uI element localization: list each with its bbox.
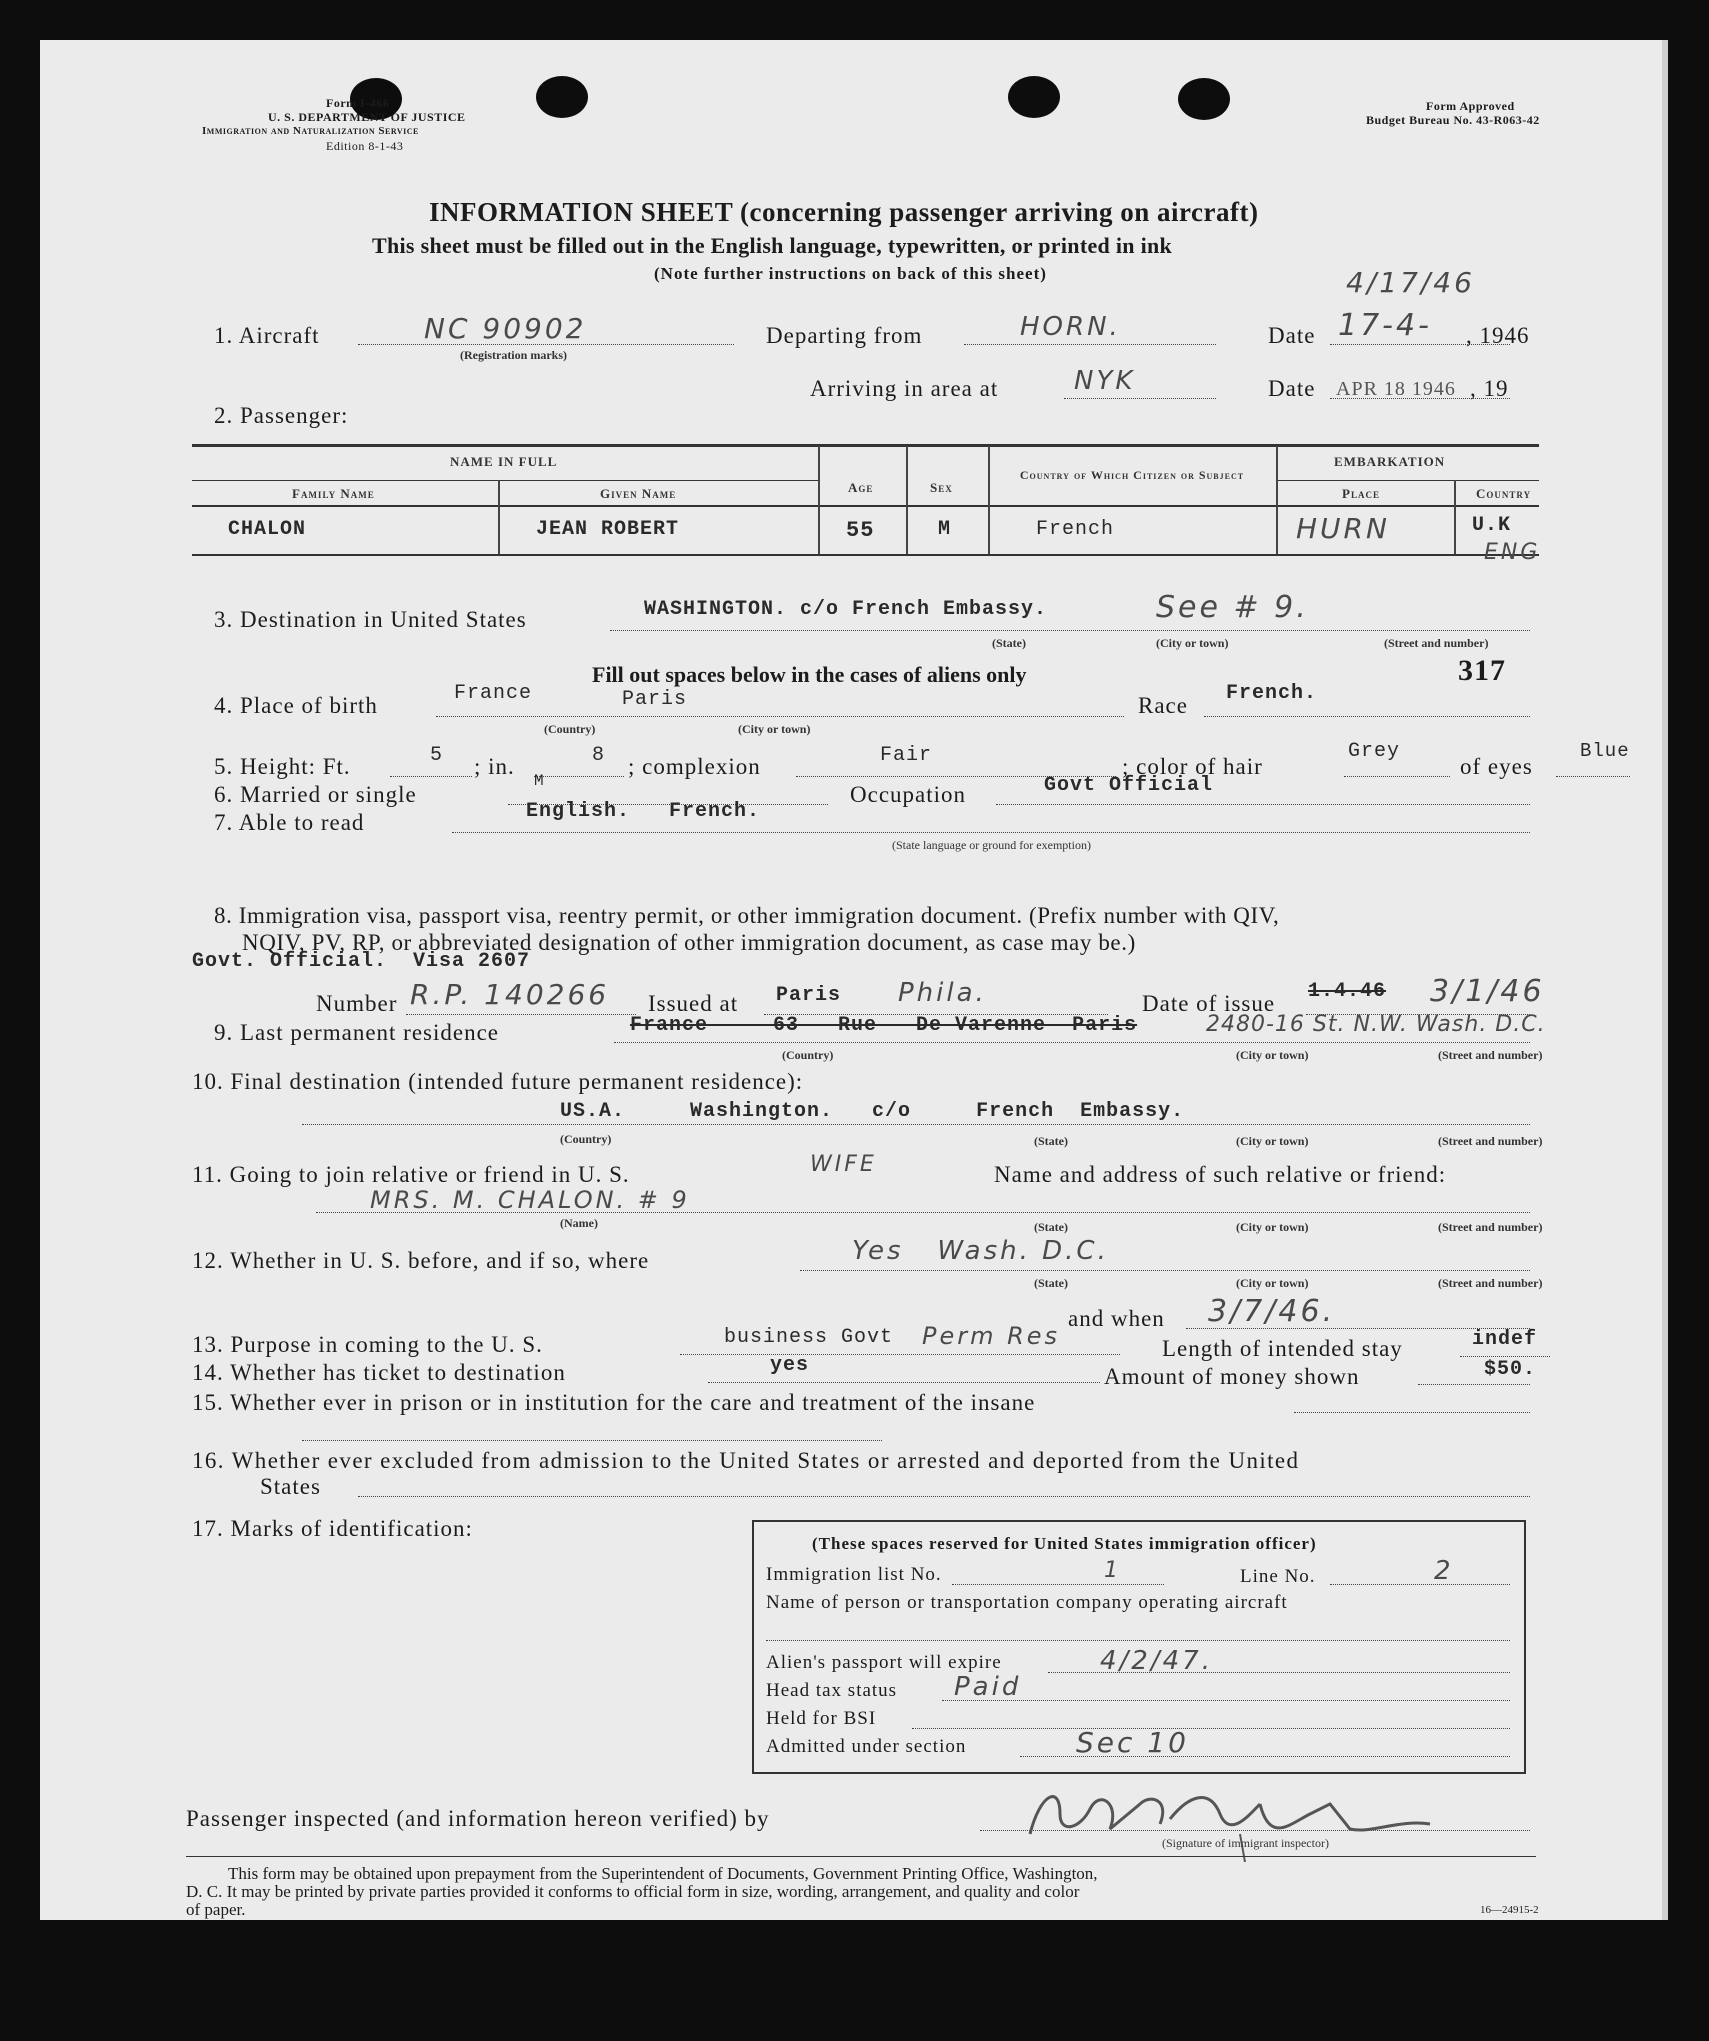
visa-instructions-2: NQIV, PV, RP, or abbreviated designation of other immigration document, as case may be.) <box>242 930 1136 955</box>
when-label: and when <box>1068 1306 1165 1331</box>
table-top-rule <box>192 444 1539 447</box>
form-note: (Note further instructions on back of this sheet) <box>654 264 1047 283</box>
field-line <box>1556 776 1630 777</box>
street-sub: (Street and number) <box>1438 1276 1543 1290</box>
field-line <box>1330 1584 1510 1585</box>
destination-handwritten: See # 9. <box>1156 590 1309 625</box>
height-in: 8 <box>592 744 606 767</box>
birth-country: France <box>454 682 533 705</box>
city-sub: (City or town) <box>1236 1220 1309 1234</box>
complexion-value: Fair <box>880 744 933 767</box>
excluded-label-2: States <box>260 1474 321 1499</box>
language-sub: (State language or ground for exemption) <box>892 838 1091 852</box>
field-line <box>1204 716 1530 717</box>
family-name-cell: CHALON <box>228 518 307 541</box>
birth-city: Paris <box>622 688 688 711</box>
race-label: Race <box>1138 693 1188 718</box>
field-line <box>390 776 472 777</box>
field-line <box>1294 1412 1530 1413</box>
family-name-header: Family Name <box>292 486 375 501</box>
residence-handwritten: 2480-16 St. N.W. Wash. D.C. <box>1206 1012 1546 1037</box>
final-destination-value: US.A. Washington. c/o French Embassy. <box>560 1100 1185 1123</box>
name-sub: (Name) <box>560 1216 598 1230</box>
embarkation-header: EMBARKATION <box>1334 454 1446 469</box>
line-no-value: 2 <box>1434 1556 1454 1586</box>
city-sub: (City or town) <box>1236 1134 1309 1148</box>
inspected-label: Passenger inspected (and information hereon verified) by <box>186 1806 770 1831</box>
visa-instructions: 8. Immigration visa, passport visa, reentry permit, or other immigration document. (Prefix number with QIV, <box>214 903 1280 928</box>
field-line <box>942 1700 1510 1701</box>
country-sub: (Country) <box>782 1048 834 1062</box>
money-label: Amount of money shown <box>1104 1364 1360 1389</box>
date2-label: Date <box>1268 376 1316 401</box>
tax-label: Head tax status <box>766 1680 898 1701</box>
ticket-value: yes <box>770 1354 810 1377</box>
table-header-rule <box>192 505 1539 507</box>
date-label: Date <box>1268 323 1316 348</box>
aircraft-label: 1. Aircraft <box>214 323 320 348</box>
field-line <box>800 1270 1530 1271</box>
purpose-label: 13. Purpose in coming to the U. S. <box>192 1332 543 1357</box>
relative-name-value: MRS. M. CHALON. # 9 <box>370 1186 690 1214</box>
read-label: 7. Able to read <box>214 810 365 835</box>
state-sub: (State) <box>1034 1220 1068 1234</box>
field-line <box>452 832 1530 833</box>
form-instructions: This sheet must be filled out in the English language, typewritten, or printed in ink <box>372 233 1173 258</box>
service-name: Immigration and Naturalization Service <box>202 125 419 137</box>
departing-value: HORN. <box>1020 312 1121 342</box>
field-line <box>302 1440 882 1441</box>
punch-hole <box>1178 78 1230 120</box>
destination-value: WASHINGTON. c/o French Embassy. <box>644 598 1048 621</box>
age-header: Age <box>848 480 874 495</box>
field-line <box>964 344 1216 345</box>
sex-header: Sex <box>930 480 953 495</box>
field-line <box>708 1382 1100 1383</box>
sex-cell: M <box>938 518 952 541</box>
purpose-handwritten: Perm Res <box>922 1322 1061 1350</box>
table-bottom-rule <box>192 554 1539 556</box>
hair-label: ; color of hair <box>1122 754 1263 779</box>
form-approved: Form Approved <box>1426 99 1515 113</box>
table-divider <box>988 446 990 554</box>
city-sub: (City or town) <box>738 722 811 736</box>
date2-year: , 19 <box>1470 376 1509 401</box>
city-sub: (City or town) <box>1236 1276 1309 1290</box>
expire-value: 4/2/47. <box>1100 1646 1213 1676</box>
officer-heading: (These spaces reserved for United States immigration officer) <box>812 1534 1317 1553</box>
relation-value: WIFE <box>810 1152 877 1177</box>
list-no-label: Immigration list No. <box>766 1564 942 1585</box>
arriving-value: NYK <box>1074 366 1136 396</box>
age-cell: 55 <box>846 518 875 543</box>
final-destination-label: 10. Final destination (intended future permanent residence): <box>192 1069 804 1094</box>
punch-hole <box>1008 76 1060 118</box>
country-header: Country <box>1476 486 1532 501</box>
field-line <box>1064 398 1216 399</box>
field-line <box>1460 1356 1550 1357</box>
field-line <box>680 1354 1120 1355</box>
arrival-stamp: APR 18 1946 <box>1336 378 1456 400</box>
issued-typed: Paris <box>776 984 842 1007</box>
company-label: Name of person or transportation company operating aircraft <box>766 1592 1288 1613</box>
date-issue-label: Date of issue <box>1142 991 1276 1016</box>
number-label: Number <box>316 991 398 1016</box>
place-header: Place <box>1342 486 1380 501</box>
footer-rule <box>186 1856 1536 1857</box>
table-divider <box>818 446 820 554</box>
issued-handwritten: Phila. <box>898 978 987 1008</box>
tax-value: Paid <box>954 1672 1022 1702</box>
table-divider <box>1276 446 1278 554</box>
marks-label: 17. Marks of identification: <box>192 1516 473 1541</box>
field-line <box>614 1042 1530 1043</box>
table-name-rule <box>192 480 818 481</box>
street-sub: (Street and number) <box>1384 636 1489 650</box>
state-sub: (State) <box>992 636 1026 650</box>
city-sub: (City or town) <box>1156 636 1229 650</box>
inches-label: ; in. <box>474 754 515 779</box>
list-no-value: 1 <box>1104 1558 1121 1583</box>
citizen-header: Country of Which Citizen or Subject <box>1019 468 1245 482</box>
field-line <box>358 1496 1530 1497</box>
issued-label: Issued at <box>648 991 739 1016</box>
country-cell: U.K <box>1472 514 1512 537</box>
line-no-label: Line No. <box>1240 1566 1316 1587</box>
height-ft: 5 <box>430 744 444 767</box>
stay-value: indef <box>1472 1328 1538 1351</box>
table-emb-rule <box>1276 480 1539 481</box>
field-line <box>766 1640 1510 1641</box>
number-317: 317 <box>1458 654 1506 687</box>
footer-line3: of paper. <box>186 1900 246 1919</box>
field-line <box>952 1584 1164 1585</box>
aliens-note: Fill out spaces below in the cases of aliens only <box>592 662 1027 687</box>
punch-hole <box>536 76 588 118</box>
height-label: 5. Height: Ft. <box>214 754 351 779</box>
form-page <box>40 40 1668 1920</box>
form-number: Form I-466 <box>326 96 390 110</box>
residence-label: 9. Last permanent residence <box>214 1020 499 1045</box>
destination-label: 3. Destination in United States <box>214 607 527 632</box>
bsi-label: Held for BSI <box>766 1708 877 1729</box>
field-line <box>610 630 1530 631</box>
form-title: INFORMATION SHEET (concerning passenger arriving on aircraft) <box>429 197 1259 227</box>
prison-label: 15. Whether ever in prison or in institution for the care and treatment of the insane <box>192 1390 1036 1415</box>
edition: Edition 8-1-43 <box>326 139 404 153</box>
name-in-full-header: NAME IN FULL <box>450 454 558 469</box>
hair-value: Grey <box>1348 740 1401 763</box>
ticket-label: 14. Whether has ticket to destination <box>192 1360 566 1385</box>
place-cell: HURN <box>1296 512 1390 545</box>
table-divider <box>906 446 908 554</box>
when-value: 3/7/46. <box>1208 1294 1336 1329</box>
field-line <box>436 716 1124 717</box>
residence-typed: France 63 Rue De Varenne Paris <box>630 1014 1138 1037</box>
prior-visit-label: 12. Whether in U. S. before, and if so, where <box>192 1248 650 1273</box>
country-sub: (Country) <box>560 1132 612 1146</box>
purpose-value: business Govt <box>724 1326 894 1349</box>
read-value: English. French. <box>526 800 761 823</box>
date-year: , 1946 <box>1466 323 1530 348</box>
field-line <box>302 1124 1530 1125</box>
relative-name-label: Name and address of such relative or friend: <box>994 1162 1447 1187</box>
married-value: M <box>534 772 545 790</box>
street-sub: (Street and number) <box>1438 1048 1543 1062</box>
field-line <box>1418 1384 1530 1385</box>
city-sub: (City or town) <box>1236 1048 1309 1062</box>
officer-box <box>752 1520 1526 1774</box>
given-name-header: Given Name <box>600 486 677 501</box>
field-line <box>534 776 624 777</box>
visa-typed: Govt. Official. Visa 2607 <box>192 950 531 973</box>
footer-line1: This form may be obtained upon prepayment from the Superintendent of Documents, Government Printing Office, Washington, <box>228 1864 1098 1883</box>
field-line <box>996 804 1530 805</box>
stamp-date: 4/17/46 <box>1346 266 1475 299</box>
country-sub: (Country) <box>544 722 596 736</box>
field-line <box>406 1014 636 1015</box>
eyes-value: Blue <box>1580 740 1630 762</box>
prior-visit-value: Yes Wash. D.C. <box>852 1236 1109 1266</box>
race-value: French. <box>1226 682 1318 705</box>
arriving-label: Arriving in area at <box>810 376 999 401</box>
departing-label: Departing from <box>766 323 923 348</box>
street-sub: (Street and number) <box>1438 1134 1543 1148</box>
street-sub: (Street and number) <box>1438 1220 1543 1234</box>
table-divider <box>1454 480 1456 554</box>
state-sub: (State) <box>1034 1276 1068 1290</box>
budget-bureau: Budget Bureau No. 43-R063-42 <box>1366 113 1540 127</box>
section-label: Admitted under section <box>766 1736 967 1757</box>
given-name-cell: JEAN ROBERT <box>536 518 680 541</box>
excluded-label: 16. Whether ever excluded from admission to the United States or arrested and deported from the United <box>192 1448 1300 1473</box>
footer-line2: D. C. It may be printed by private parties provided it conforms to official form in size, wording, arrangement, and quality and color <box>186 1882 1080 1901</box>
expire-label: Alien's passport will expire <box>766 1652 1002 1673</box>
occupation-label: Occupation <box>850 782 967 807</box>
department-name: U. S. DEPARTMENT OF JUSTICE <box>268 110 466 124</box>
married-label: 6. Married or single <box>214 782 417 807</box>
signature-sub: (Signature of immigrant inspector) <box>1162 1836 1329 1850</box>
money-value: $50. <box>1484 1358 1537 1381</box>
state-sub: (State) <box>1034 1134 1068 1148</box>
aircraft-value: NC 90902 <box>424 312 587 345</box>
footer-code: 16—24915-2 <box>1480 1904 1539 1916</box>
date-issue-typed: 1.4.46 <box>1308 980 1387 1003</box>
stay-label: Length of intended stay <box>1162 1336 1403 1361</box>
birth-label: 4. Place of birth <box>214 693 378 718</box>
date-issue-handwritten: 3/1/46 <box>1430 974 1545 1009</box>
country-handwritten: ENG <box>1484 540 1541 565</box>
complexion-label: ; complexion <box>628 754 761 779</box>
field-line <box>1344 776 1450 777</box>
eyes-label: of eyes <box>1460 754 1533 779</box>
join-relative-label: 11. Going to join relative or friend in U. S. <box>192 1162 630 1187</box>
field-line <box>912 1728 1510 1729</box>
table-divider <box>498 480 500 554</box>
passenger-label: 2. Passenger: <box>214 403 349 428</box>
section-value: Sec 10 <box>1076 1726 1189 1759</box>
number-value: R.P. 140266 <box>410 978 610 1011</box>
citizen-cell: French <box>1036 518 1115 541</box>
date-value: 17-4- <box>1338 308 1432 343</box>
registration-sub: (Registration marks) <box>460 348 567 362</box>
occupation-value: Govt Official <box>1044 774 1214 797</box>
